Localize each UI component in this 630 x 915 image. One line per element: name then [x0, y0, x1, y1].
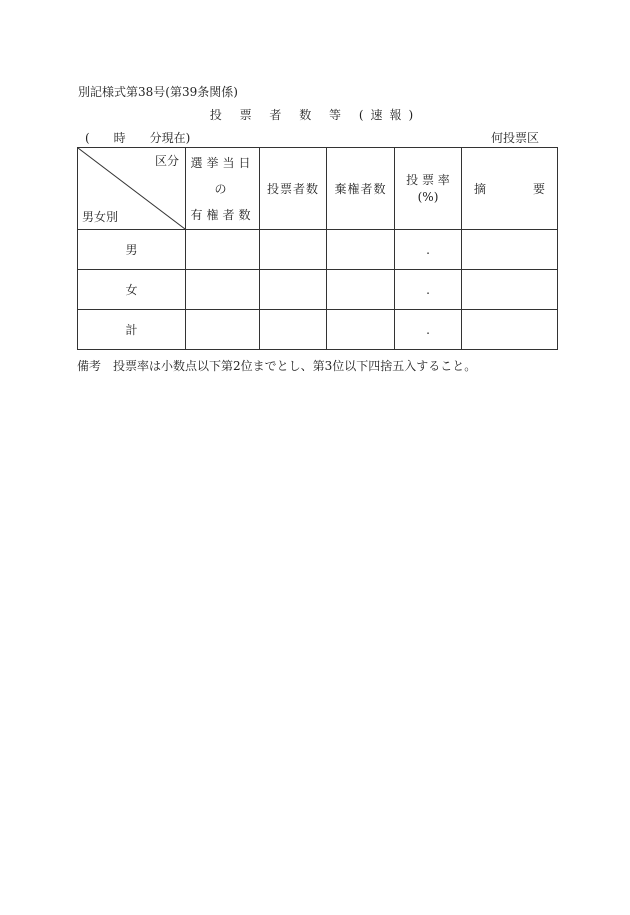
header-rate-line2: (%)	[417, 189, 439, 204]
header-registered-line2: 有権者数	[190, 207, 255, 222]
decimal-point: .	[426, 282, 430, 297]
cell-registered[interactable]	[186, 310, 260, 350]
cell-abstainers[interactable]	[327, 310, 395, 350]
row-label-male: 男	[78, 230, 186, 270]
header-summary-left: 摘	[474, 182, 487, 196]
corner-header-cell	[78, 148, 186, 230]
cell-voters[interactable]	[260, 310, 327, 350]
cell-turnout-rate[interactable]	[395, 270, 462, 310]
cell-voters[interactable]	[260, 270, 327, 310]
header-summary-right: 要	[532, 182, 545, 196]
header-registered-line1: 選挙当日の	[190, 155, 255, 196]
decimal-point: .	[426, 242, 430, 257]
cell-turnout-rate[interactable]	[395, 230, 462, 270]
row-label-female: 女	[78, 270, 186, 310]
table-row	[78, 310, 558, 350]
cell-voters[interactable]	[260, 230, 327, 270]
remarks-note: 備考 投票率は小数点以下第2位までとし、第3位以下四捨五入すること。	[77, 359, 477, 373]
cell-registered[interactable]	[186, 230, 260, 270]
cell-abstainers[interactable]	[327, 230, 395, 270]
voting-district-label: 何投票区	[490, 131, 539, 145]
corner-label-gender: 男女別	[82, 210, 119, 224]
table-row	[78, 230, 558, 270]
table-row	[78, 270, 558, 310]
header-turnout-rate	[395, 148, 462, 230]
cell-turnout-rate[interactable]	[395, 310, 462, 350]
table-header-row	[78, 148, 558, 230]
voter-count-table	[77, 147, 558, 350]
time-as-of-line: ( 時 分現在)	[85, 131, 191, 145]
cell-summary[interactable]	[462, 230, 558, 270]
header-rate-line1: 投 票 率	[406, 172, 450, 187]
header-summary	[462, 148, 558, 230]
header-abstainers: 棄権者数	[327, 148, 395, 230]
cell-summary[interactable]	[462, 270, 558, 310]
form-number-label: 別記様式第38号(第39条関係)	[78, 85, 238, 99]
row-label-total: 計	[78, 310, 186, 350]
document-title: 投 票 者 数 等 (速報)	[209, 108, 421, 122]
cell-summary[interactable]	[462, 310, 558, 350]
cell-abstainers[interactable]	[327, 270, 395, 310]
cell-registered[interactable]	[186, 270, 260, 310]
corner-label-category: 区分	[154, 154, 179, 168]
header-registered-voters	[186, 148, 260, 230]
header-voters: 投票者数	[260, 148, 327, 230]
decimal-point: .	[426, 322, 430, 337]
